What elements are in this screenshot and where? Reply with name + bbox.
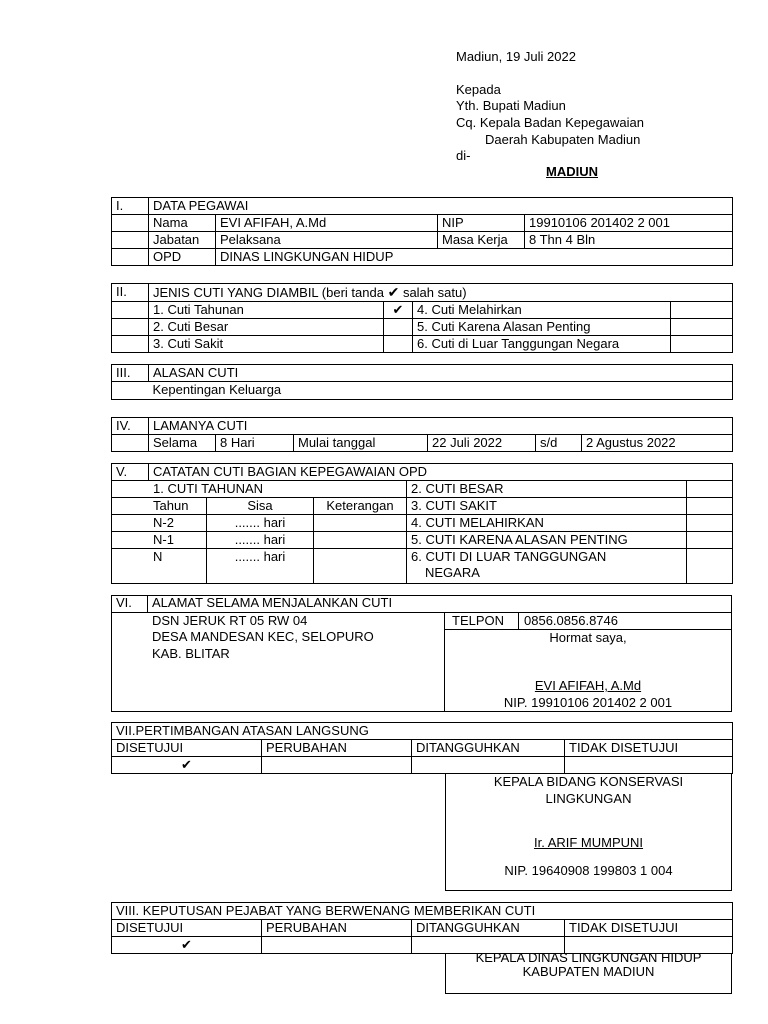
- divider: [518, 612, 519, 629]
- section-number: V.: [112, 464, 149, 481]
- masa-kerja-value: 8 Thn 4 Bln: [525, 232, 733, 249]
- signer-nip: NIP. 19910106 201402 2 001: [503, 695, 673, 710]
- section-number: VI.: [116, 595, 132, 610]
- col-tidak-disetujui: TIDAK DISETUJUI: [565, 740, 733, 757]
- section-title: JENIS CUTI YANG DIAMBIL (beri tanda ✔ salah satu): [149, 284, 733, 302]
- section-title: CATATAN CUTI BAGIAN KEPEGAWAIAN OPD: [149, 464, 733, 481]
- cuti-besar: 2. CUTI BESAR: [407, 481, 687, 498]
- section-data-pegawai: [111, 197, 733, 266]
- col-ditangguhkan: DITANGGUHKAN: [412, 740, 565, 757]
- selama-label: Selama: [149, 435, 216, 452]
- di-line: di-: [456, 148, 471, 163]
- place-date: Madiun, 19 Juli 2022: [456, 49, 576, 64]
- leave-option-sakit: 3. Cuti Sakit: [149, 336, 384, 353]
- section-lamanya-cuti: [111, 417, 733, 452]
- kepada-label: Kepada: [456, 82, 501, 97]
- destination-city: MADIUN: [546, 164, 598, 179]
- check-icon[interactable]: ✔: [384, 302, 413, 319]
- nip-value: 19910106 201402 2 001: [525, 215, 733, 232]
- nama-value: EVI AFIFAH, A.Md: [216, 215, 438, 232]
- cuti-alasan-penting: 5. CUTI KARENA ALASAN PENTING: [407, 532, 687, 549]
- section-title: VII.PERTIMBANGAN ATASAN LANGSUNG: [112, 723, 733, 740]
- section-title: ALASAN CUTI: [149, 365, 733, 382]
- leave-option-melahirkan: 4. Cuti Melahirkan: [413, 302, 671, 319]
- section-catatan-cuti: [111, 463, 733, 584]
- check-icon[interactable]: ✔: [112, 937, 262, 954]
- jabatan-label: Jabatan: [149, 232, 216, 249]
- table-row-tahun: N-2: [112, 515, 207, 532]
- col-disetujui: DISETUJUI: [112, 920, 262, 937]
- nip-label: NIP: [438, 215, 525, 232]
- col-perubahan: PERUBAHAN: [262, 920, 412, 937]
- signer-title-2: LINGKUNGAN: [545, 791, 632, 806]
- checkbox-cell[interactable]: [262, 937, 412, 954]
- nama-label: Nama: [149, 215, 216, 232]
- opd-value: DINAS LINGKUNGAN HIDUP: [216, 249, 733, 266]
- col-sisa: Sisa: [207, 498, 314, 515]
- address-line-1: DSN JERUK RT 05 RW 04: [152, 613, 308, 628]
- mulai-label: Mulai tanggal: [294, 435, 428, 452]
- address-line-2: DESA MANDESAN KEC, SELOPURO: [152, 629, 374, 644]
- sampai-value: 2 Agustus 2022: [582, 435, 733, 452]
- col-tidak-disetujui: TIDAK DISETUJUI: [565, 920, 733, 937]
- leave-option-besar: 2. Cuti Besar: [149, 319, 384, 336]
- section-number: III.: [112, 365, 149, 382]
- cuti-sakit: 3. CUTI SAKIT: [407, 498, 687, 515]
- address-line-3: KAB. BLITAR: [152, 646, 230, 661]
- section-title: ALAMAT SELAMA MENJALANKAN CUTI: [152, 595, 393, 610]
- mulai-value: 22 Juli 2022: [428, 435, 536, 452]
- telpon-value: 0856.0856.8746: [524, 613, 618, 628]
- jabatan-value: Pelaksana: [216, 232, 438, 249]
- section-jenis-cuti: [111, 283, 733, 353]
- col-tahun: Tahun: [112, 498, 207, 515]
- cuti-tahunan-header: 1. CUTI TAHUNAN: [112, 481, 407, 498]
- telpon-label: TELPON: [452, 613, 505, 628]
- section-title: DATA PEGAWAI: [149, 198, 733, 215]
- leave-option-tahunan: 1. Cuti Tahunan: [149, 302, 384, 319]
- signer-title-1: KEPALA DINAS LINGKUNGAN HIDUP: [475, 950, 702, 965]
- leave-option-luar-tanggungan: 6. Cuti di Luar Tanggungan Negara: [413, 336, 671, 353]
- checkbox-cell[interactable]: [384, 319, 413, 336]
- checkbox-cell[interactable]: [384, 336, 413, 353]
- cuti-melahirkan: 4. CUTI MELAHIRKAN: [407, 515, 687, 532]
- section-pertimbangan: [111, 722, 733, 774]
- col-perubahan: PERUBAHAN: [262, 740, 412, 757]
- closing-greeting: Hormat saya,: [549, 630, 627, 645]
- checkbox-cell[interactable]: [412, 757, 565, 774]
- checkbox-cell[interactable]: [671, 302, 733, 319]
- table-row-tahun: N: [112, 549, 207, 584]
- signer-name: EVI AFIFAH, A.Md: [534, 678, 642, 693]
- checkbox-cell[interactable]: [671, 319, 733, 336]
- signer-nip: NIP. 19640908 199803 1 004: [504, 863, 673, 878]
- col-keterangan: Keterangan: [314, 498, 407, 515]
- alasan-value: Kepentingan Keluarga: [149, 382, 733, 400]
- col-disetujui: DISETUJUI: [112, 740, 262, 757]
- masa-kerja-label: Masa Kerja: [438, 232, 525, 249]
- cq-line-2: Daerah Kabupaten Madiun: [485, 132, 641, 147]
- divider: [147, 595, 148, 612]
- check-icon[interactable]: ✔: [112, 757, 262, 774]
- table-row-sisa: ....... hari: [207, 515, 314, 532]
- leave-option-alasan-penting: 5. Cuti Karena Alasan Penting: [413, 319, 671, 336]
- table-row-sisa: ....... hari: [207, 532, 314, 549]
- signer-title-1: KEPALA BIDANG KONSERVASI: [493, 774, 684, 789]
- section-title: LAMANYA CUTI: [149, 418, 733, 435]
- cq-line: Cq. Kepala Badan Kepegawaian: [456, 115, 644, 130]
- section-number: IV.: [112, 418, 149, 435]
- recipient-line: Yth. Bupati Madiun: [456, 98, 566, 113]
- section-number: II.: [112, 284, 149, 302]
- sd-label: s/d: [536, 435, 582, 452]
- check-icon: ✔: [387, 284, 400, 300]
- signer-name: Ir. ARIF MUMPUNI: [533, 835, 644, 850]
- section-keputusan: [111, 902, 733, 954]
- cuti-luar-tanggungan: 6. CUTI DI LUAR TANGGUNGAN NEGARA: [407, 549, 687, 584]
- checkbox-cell[interactable]: [565, 757, 733, 774]
- checkbox-cell[interactable]: [671, 336, 733, 353]
- section-title: VIII. KEPUTUSAN PEJABAT YANG BERWENANG MEMBERIKAN CUTI: [112, 903, 733, 920]
- table-row-tahun: N-1: [112, 532, 207, 549]
- table-row-sisa: ....... hari: [207, 549, 314, 584]
- selama-value: 8 Hari: [216, 435, 294, 452]
- section-alasan-cuti: [111, 364, 733, 400]
- col-ditangguhkan: DITANGGUHKAN: [412, 920, 565, 937]
- opd-label: OPD: [149, 249, 216, 266]
- checkbox-cell[interactable]: [262, 757, 412, 774]
- signer-title-2: KABUPATEN MADIUN: [522, 964, 655, 979]
- section-number: I.: [112, 198, 149, 215]
